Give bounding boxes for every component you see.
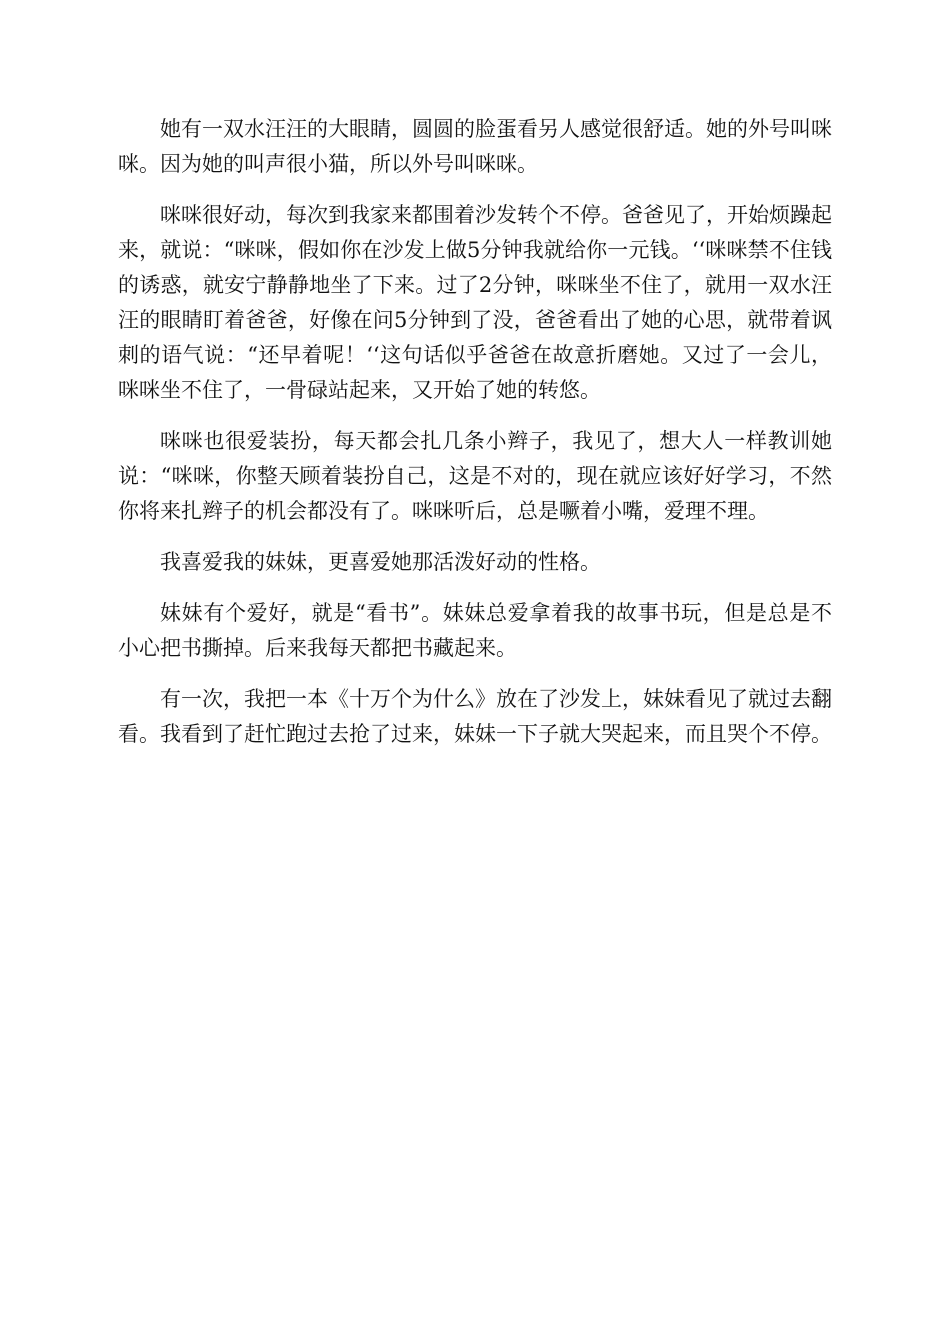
paragraph-1: 她有一双水汪汪的大眼睛，圆圆的脸蛋看另人感觉很舒适。她的外号叫咪咪。因为她的叫声很小猫，所以外号叫咪咪。 [118,117,832,176]
paragraph-2: 咪咪很好动，每次到我家来都围着沙发转个不停。爸爸见了，开始烦躁起来，就说：“咪咪，假如你在沙发上做5分钟我就给你一元钱。‘‘咪咪禁不住钱的诱惑，就安宁静静地坐了下来。过了2分钟，咪咪坐不住了，就用一双水汪汪的眼睛盯着爸爸，好像在问5分钟到了没，爸爸看出了她的心思，就带着讽刺的语气说：“还早着呢！‘‘这句话似乎爸爸在故意折磨她。又过了一会儿，咪咪坐不住了，一骨碌站起来，又开始了她的转悠。 [118,203,832,402]
paragraph-5: 妹妹有个爱好，就是“看书”。妹妹总爱拿着我的故事书玩，但是总是不小心把书撕掉。后来我每天都把书藏起来。 [118,601,832,660]
document-body [118,112,832,768]
paragraph-3: 咪咪也很爱装扮，每天都会扎几条小辫子，我见了，想大人一样教训她说：“咪咪，你整天顾着装扮自己，这是不对的，现在就应该好好学习，不然你将来扎辫子的机会都没有了。咪咪听后，总是噘着小嘴，爱理不理。 [118,429,832,523]
paragraph-6: 有一次，我把一本《十万个为什么》放在了沙发上，妹妹看见了就过去翻看。我看到了赶忙跑过去抢了过来，妹妹一下子就大哭起来，而且哭个不停。 [118,687,832,746]
paragraph-4: 我喜爱我的妹妹，更喜爱她那活泼好动的性格。 [160,550,601,574]
